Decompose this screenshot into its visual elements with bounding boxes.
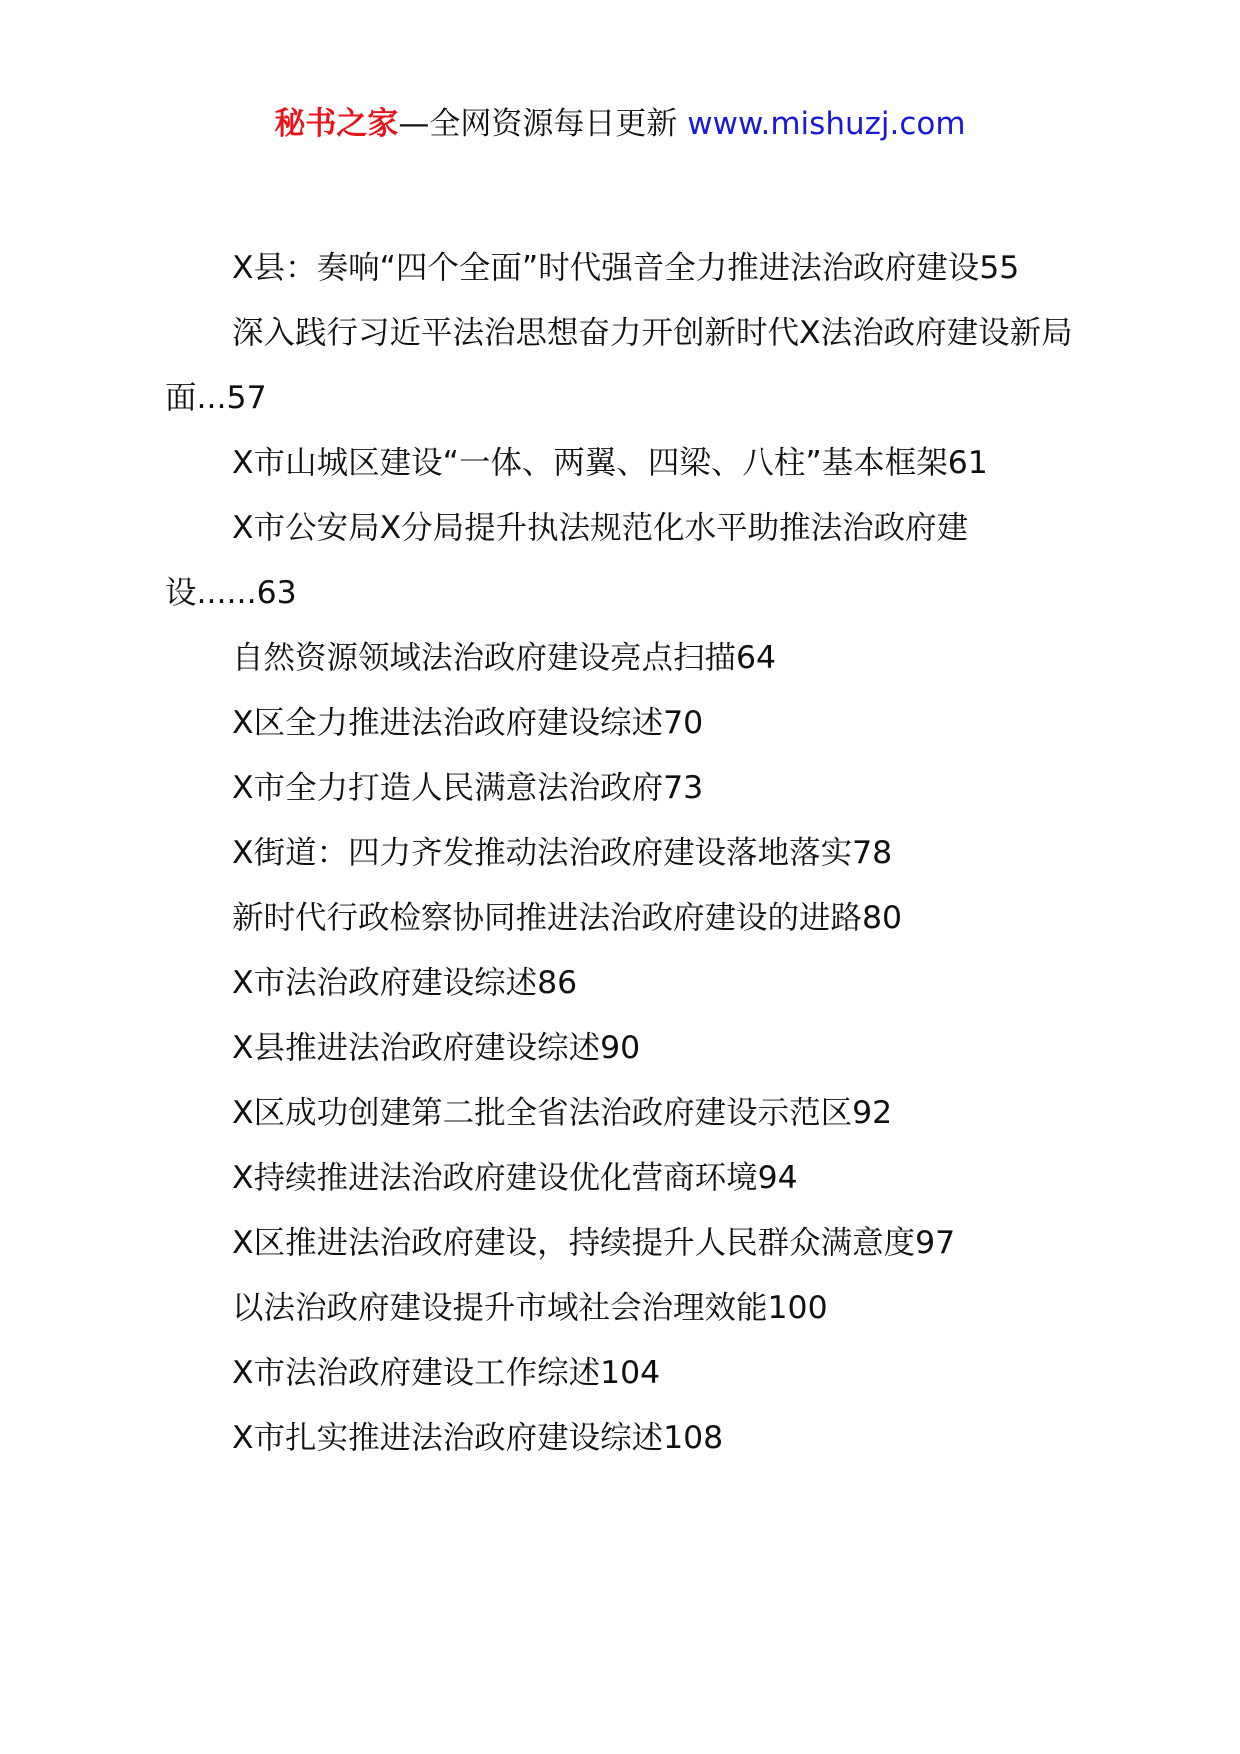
toc-entry[interactable]: X市法治政府建设工作综述104 [232, 1355, 661, 1391]
toc-entry[interactable]: X持续推进法治政府建设优化营商环境94 [232, 1160, 798, 1196]
toc-entry[interactable]: X县：奏响“四个全面”时代强音全力推进法治政府建设55 [232, 250, 1020, 286]
toc-entry[interactable]: X区成功创建第二批全省法治政府建设示范区92 [232, 1095, 893, 1131]
toc-entry[interactable]: X县推进法治政府建设综述90 [232, 1030, 641, 1066]
toc-entry[interactable]: 以法治政府建设提升市域社会治理效能100 [232, 1290, 828, 1326]
table-of-contents [165, 236, 1095, 1471]
site-url-link[interactable]: www.mishuzj.com [687, 106, 966, 142]
toc-entry[interactable]: X市山城区建设“一体、两翼、四梁、八柱”基本框架61 [232, 445, 988, 481]
page-header [0, 100, 1240, 148]
toc-entry[interactable]: 深入践行习近平法治思想奋力开创新时代X法治政府建设新局面...57 [165, 315, 1073, 416]
toc-entry[interactable]: 自然资源领域法治政府建设亮点扫描64 [232, 640, 777, 676]
brand-name: 秘书之家 [274, 106, 399, 142]
toc-entry[interactable]: X街道：四力齐发推动法治政府建设落地落实78 [232, 835, 893, 871]
toc-entry[interactable]: X市扎实推进法治政府建设综述108 [232, 1420, 724, 1456]
header-slogan: —全网资源每日更新 [398, 106, 678, 142]
toc-entry[interactable]: X区全力推进法治政府建设综述70 [232, 705, 704, 741]
toc-entry[interactable]: X区推进法治政府建设，持续提升人民群众满意度97 [232, 1225, 956, 1261]
toc-entry[interactable]: X市全力打造人民满意法治政府73 [232, 770, 704, 806]
toc-entry[interactable]: X市公安局X分局提升执法规范化水平助推法治政府建设......63 [165, 510, 969, 611]
toc-entry[interactable]: 新时代行政检察协同推进法治政府建设的进路80 [232, 900, 903, 936]
toc-entry[interactable]: X市法治政府建设综述86 [232, 965, 578, 1001]
